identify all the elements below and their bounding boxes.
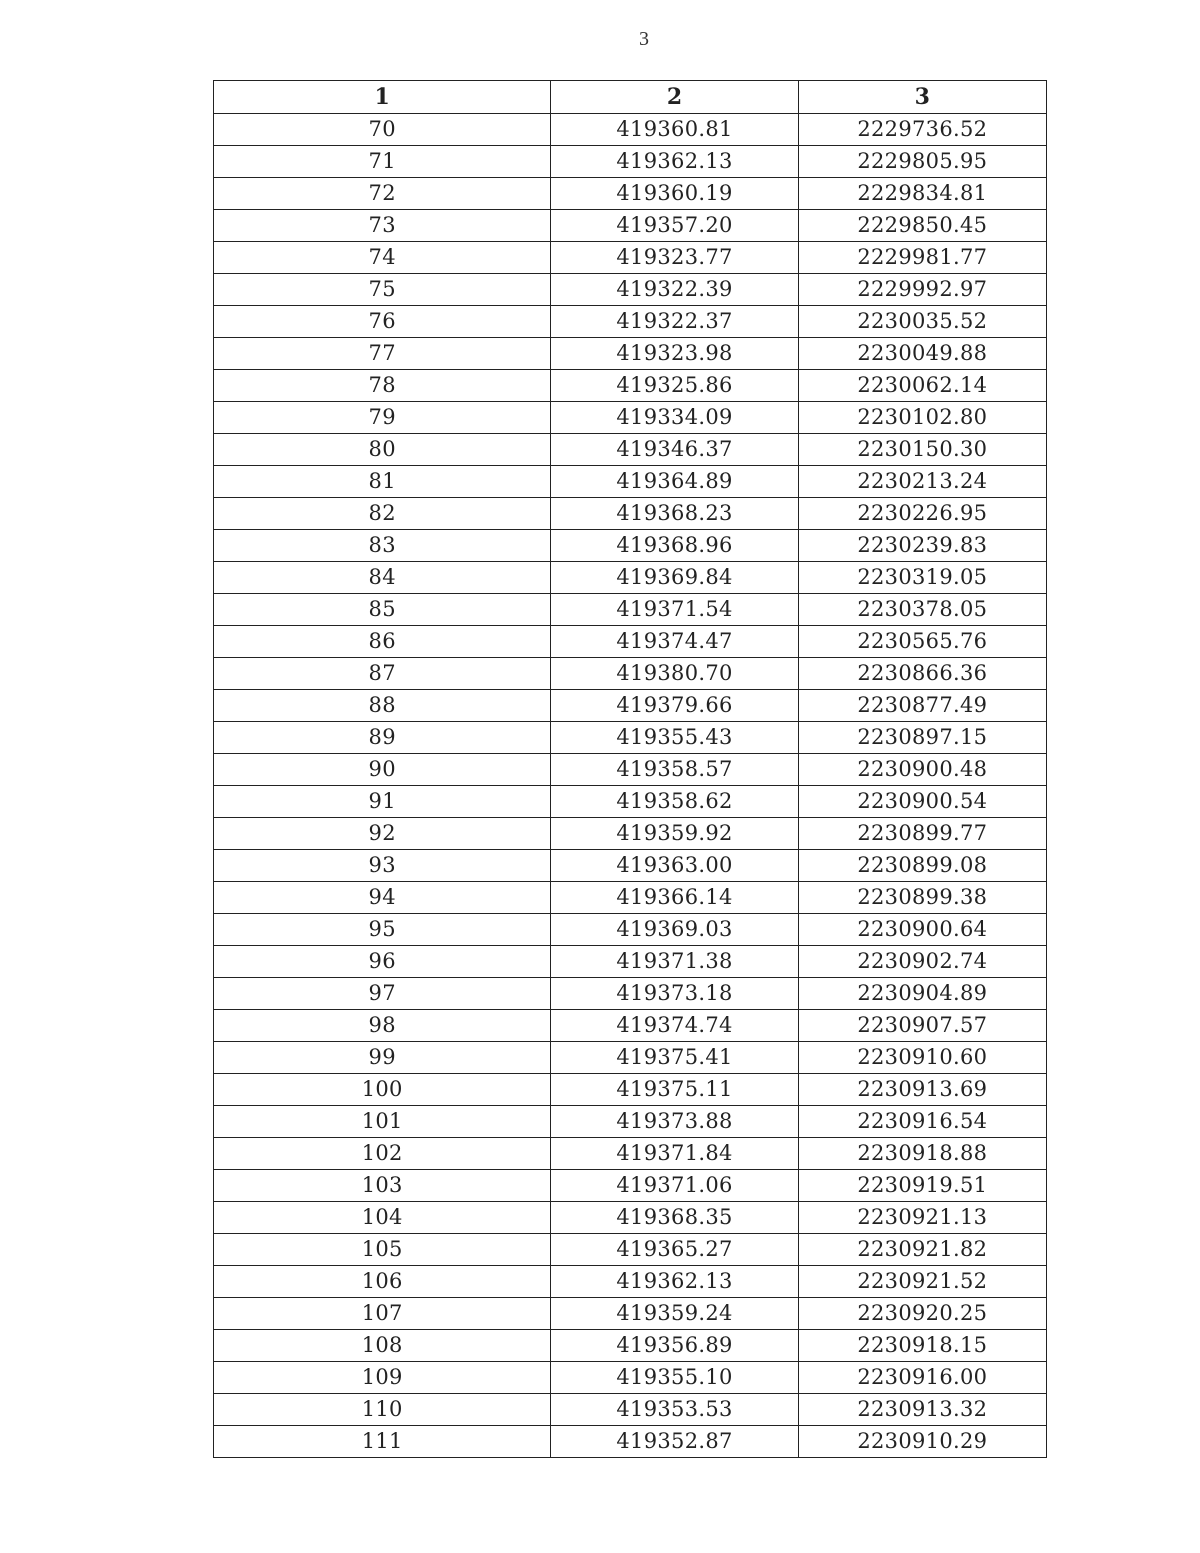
x-coordinate-cell: 419371.54: [551, 594, 798, 626]
point-number-cell: 90: [214, 754, 551, 786]
point-number-cell: 108: [214, 1330, 551, 1362]
x-coordinate-cell: 419368.35: [551, 1202, 798, 1234]
point-number-cell: 79: [214, 402, 551, 434]
point-number-cell: 83: [214, 530, 551, 562]
column-header-3: 3: [798, 81, 1046, 114]
point-number-cell: 74: [214, 242, 551, 274]
table-row: [214, 1106, 1047, 1138]
table-row: [214, 146, 1047, 178]
x-coordinate-cell: 419371.38: [551, 946, 798, 978]
point-number-cell: 71: [214, 146, 551, 178]
table-row: [214, 178, 1047, 210]
x-coordinate-cell: 419374.74: [551, 1010, 798, 1042]
point-number-cell: 73: [214, 210, 551, 242]
x-coordinate-cell: 419360.19: [551, 178, 798, 210]
table-row: [214, 882, 1047, 914]
table-row: [214, 626, 1047, 658]
point-number-cell: 103: [214, 1170, 551, 1202]
x-coordinate-cell: 419359.24: [551, 1298, 798, 1330]
point-number-cell: 102: [214, 1138, 551, 1170]
column-header-2: 2: [551, 81, 798, 114]
point-number-cell: 110: [214, 1394, 551, 1426]
x-coordinate-cell: 419369.03: [551, 914, 798, 946]
point-number-cell: 87: [214, 658, 551, 690]
point-number-cell: 93: [214, 850, 551, 882]
point-number-cell: 76: [214, 306, 551, 338]
x-coordinate-cell: 419375.41: [551, 1042, 798, 1074]
x-coordinate-cell: 419379.66: [551, 690, 798, 722]
table-row: [214, 786, 1047, 818]
y-coordinate-cell: 2230907.57: [798, 1010, 1046, 1042]
point-number-cell: 82: [214, 498, 551, 530]
point-number-cell: 99: [214, 1042, 551, 1074]
table-body: [214, 114, 1047, 1458]
table-row: [214, 466, 1047, 498]
y-coordinate-cell: 2230239.83: [798, 530, 1046, 562]
y-coordinate-cell: 2229736.52: [798, 114, 1046, 146]
y-coordinate-cell: 2230102.80: [798, 402, 1046, 434]
x-coordinate-cell: 419380.70: [551, 658, 798, 690]
point-number-cell: 86: [214, 626, 551, 658]
x-coordinate-cell: 419346.37: [551, 434, 798, 466]
point-number-cell: 91: [214, 786, 551, 818]
y-coordinate-cell: 2230902.74: [798, 946, 1046, 978]
x-coordinate-cell: 419334.09: [551, 402, 798, 434]
point-number-cell: 94: [214, 882, 551, 914]
point-number-cell: 88: [214, 690, 551, 722]
table-row: [214, 498, 1047, 530]
y-coordinate-cell: 2230378.05: [798, 594, 1046, 626]
point-number-cell: 107: [214, 1298, 551, 1330]
x-coordinate-cell: 419374.47: [551, 626, 798, 658]
x-coordinate-cell: 419355.10: [551, 1362, 798, 1394]
y-coordinate-cell: 2230062.14: [798, 370, 1046, 402]
y-coordinate-cell: 2229850.45: [798, 210, 1046, 242]
y-coordinate-cell: 2229981.77: [798, 242, 1046, 274]
x-coordinate-cell: 419323.77: [551, 242, 798, 274]
table-row: [214, 562, 1047, 594]
y-coordinate-cell: 2230319.05: [798, 562, 1046, 594]
x-coordinate-cell: 419368.23: [551, 498, 798, 530]
point-number-cell: 104: [214, 1202, 551, 1234]
point-number-cell: 97: [214, 978, 551, 1010]
y-coordinate-cell: 2230919.51: [798, 1170, 1046, 1202]
x-coordinate-cell: 419352.87: [551, 1426, 798, 1458]
x-coordinate-cell: 419375.11: [551, 1074, 798, 1106]
x-coordinate-cell: 419366.14: [551, 882, 798, 914]
table-row: [214, 594, 1047, 626]
x-coordinate-cell: 419322.37: [551, 306, 798, 338]
y-coordinate-cell: 2230899.38: [798, 882, 1046, 914]
y-coordinate-cell: 2230921.52: [798, 1266, 1046, 1298]
point-number-cell: 92: [214, 818, 551, 850]
y-coordinate-cell: 2230226.95: [798, 498, 1046, 530]
x-coordinate-cell: 419363.00: [551, 850, 798, 882]
table-row: [214, 690, 1047, 722]
table-row: [214, 946, 1047, 978]
x-coordinate-cell: 419323.98: [551, 338, 798, 370]
x-coordinate-cell: 419358.62: [551, 786, 798, 818]
x-coordinate-cell: 419362.13: [551, 1266, 798, 1298]
point-number-cell: 89: [214, 722, 551, 754]
y-coordinate-cell: 2230904.89: [798, 978, 1046, 1010]
y-coordinate-cell: 2230900.48: [798, 754, 1046, 786]
x-coordinate-cell: 419353.53: [551, 1394, 798, 1426]
table-row: [214, 1394, 1047, 1426]
table-row: [214, 1298, 1047, 1330]
y-coordinate-cell: 2230035.52: [798, 306, 1046, 338]
table-row: [214, 1010, 1047, 1042]
point-number-cell: 72: [214, 178, 551, 210]
table-row: [214, 1362, 1047, 1394]
point-number-cell: 85: [214, 594, 551, 626]
table-row: [214, 1266, 1047, 1298]
x-coordinate-cell: 419373.18: [551, 978, 798, 1010]
point-number-cell: 81: [214, 466, 551, 498]
table-row: [214, 914, 1047, 946]
point-number-cell: 109: [214, 1362, 551, 1394]
x-coordinate-cell: 419364.89: [551, 466, 798, 498]
y-coordinate-cell: 2230899.08: [798, 850, 1046, 882]
y-coordinate-cell: 2230910.60: [798, 1042, 1046, 1074]
table-row: [214, 658, 1047, 690]
x-coordinate-cell: 419373.88: [551, 1106, 798, 1138]
y-coordinate-cell: 2230565.76: [798, 626, 1046, 658]
y-coordinate-cell: 2230899.77: [798, 818, 1046, 850]
table-row: [214, 978, 1047, 1010]
point-number-cell: 78: [214, 370, 551, 402]
table-row: [214, 754, 1047, 786]
x-coordinate-cell: 419356.89: [551, 1330, 798, 1362]
y-coordinate-cell: 2230213.24: [798, 466, 1046, 498]
x-coordinate-cell: 419360.81: [551, 114, 798, 146]
y-coordinate-cell: 2230918.15: [798, 1330, 1046, 1362]
y-coordinate-cell: 2230897.15: [798, 722, 1046, 754]
point-number-cell: 105: [214, 1234, 551, 1266]
x-coordinate-cell: 419369.84: [551, 562, 798, 594]
point-number-cell: 84: [214, 562, 551, 594]
x-coordinate-cell: 419362.13: [551, 146, 798, 178]
table-row: [214, 530, 1047, 562]
table-row: [214, 434, 1047, 466]
y-coordinate-cell: 2230900.64: [798, 914, 1046, 946]
y-coordinate-cell: 2230877.49: [798, 690, 1046, 722]
table-row: [214, 274, 1047, 306]
table-row: [214, 114, 1047, 146]
point-number-cell: 80: [214, 434, 551, 466]
table-row: [214, 210, 1047, 242]
point-number-cell: 96: [214, 946, 551, 978]
y-coordinate-cell: 2230913.32: [798, 1394, 1046, 1426]
y-coordinate-cell: 2230913.69: [798, 1074, 1046, 1106]
y-coordinate-cell: 2230049.88: [798, 338, 1046, 370]
y-coordinate-cell: 2230866.36: [798, 658, 1046, 690]
table-row: [214, 1234, 1047, 1266]
table-row: [214, 1138, 1047, 1170]
y-coordinate-cell: 2230918.88: [798, 1138, 1046, 1170]
x-coordinate-cell: 419371.06: [551, 1170, 798, 1202]
x-coordinate-cell: 419368.96: [551, 530, 798, 562]
y-coordinate-cell: 2230916.54: [798, 1106, 1046, 1138]
x-coordinate-cell: 419359.92: [551, 818, 798, 850]
x-coordinate-cell: 419357.20: [551, 210, 798, 242]
header-row: [214, 81, 1047, 114]
x-coordinate-cell: 419365.27: [551, 1234, 798, 1266]
y-coordinate-cell: 2230150.30: [798, 434, 1046, 466]
table-row: [214, 1426, 1047, 1458]
x-coordinate-cell: 419355.43: [551, 722, 798, 754]
point-number-cell: 75: [214, 274, 551, 306]
point-number-cell: 77: [214, 338, 551, 370]
x-coordinate-cell: 419358.57: [551, 754, 798, 786]
table-row: [214, 1042, 1047, 1074]
table-row: [214, 1170, 1047, 1202]
y-coordinate-cell: 2230921.13: [798, 1202, 1046, 1234]
table-row: [214, 242, 1047, 274]
x-coordinate-cell: 419371.84: [551, 1138, 798, 1170]
table-row: [214, 1202, 1047, 1234]
point-number-cell: 98: [214, 1010, 551, 1042]
table-row: [214, 1330, 1047, 1362]
table-row: [214, 306, 1047, 338]
y-coordinate-cell: 2230910.29: [798, 1426, 1046, 1458]
y-coordinate-cell: 2229992.97: [798, 274, 1046, 306]
point-number-cell: 101: [214, 1106, 551, 1138]
y-coordinate-cell: 2230916.00: [798, 1362, 1046, 1394]
table-row: [214, 370, 1047, 402]
y-coordinate-cell: 2230920.25: [798, 1298, 1046, 1330]
page-number: 3: [639, 28, 649, 50]
x-coordinate-cell: 419322.39: [551, 274, 798, 306]
table-header: [214, 81, 1047, 114]
point-number-cell: 100: [214, 1074, 551, 1106]
table-row: [214, 850, 1047, 882]
point-number-cell: 106: [214, 1266, 551, 1298]
point-number-cell: 95: [214, 914, 551, 946]
table-row: [214, 818, 1047, 850]
table-row: [214, 402, 1047, 434]
point-number-cell: 111: [214, 1426, 551, 1458]
table-row: [214, 338, 1047, 370]
y-coordinate-cell: 2230900.54: [798, 786, 1046, 818]
y-coordinate-cell: 2229834.81: [798, 178, 1046, 210]
point-number-cell: 70: [214, 114, 551, 146]
y-coordinate-cell: 2229805.95: [798, 146, 1046, 178]
table-row: [214, 722, 1047, 754]
y-coordinate-cell: 2230921.82: [798, 1234, 1046, 1266]
coordinates-table: [213, 80, 1047, 1458]
column-header-1: 1: [214, 81, 551, 114]
table-row: [214, 1074, 1047, 1106]
x-coordinate-cell: 419325.86: [551, 370, 798, 402]
